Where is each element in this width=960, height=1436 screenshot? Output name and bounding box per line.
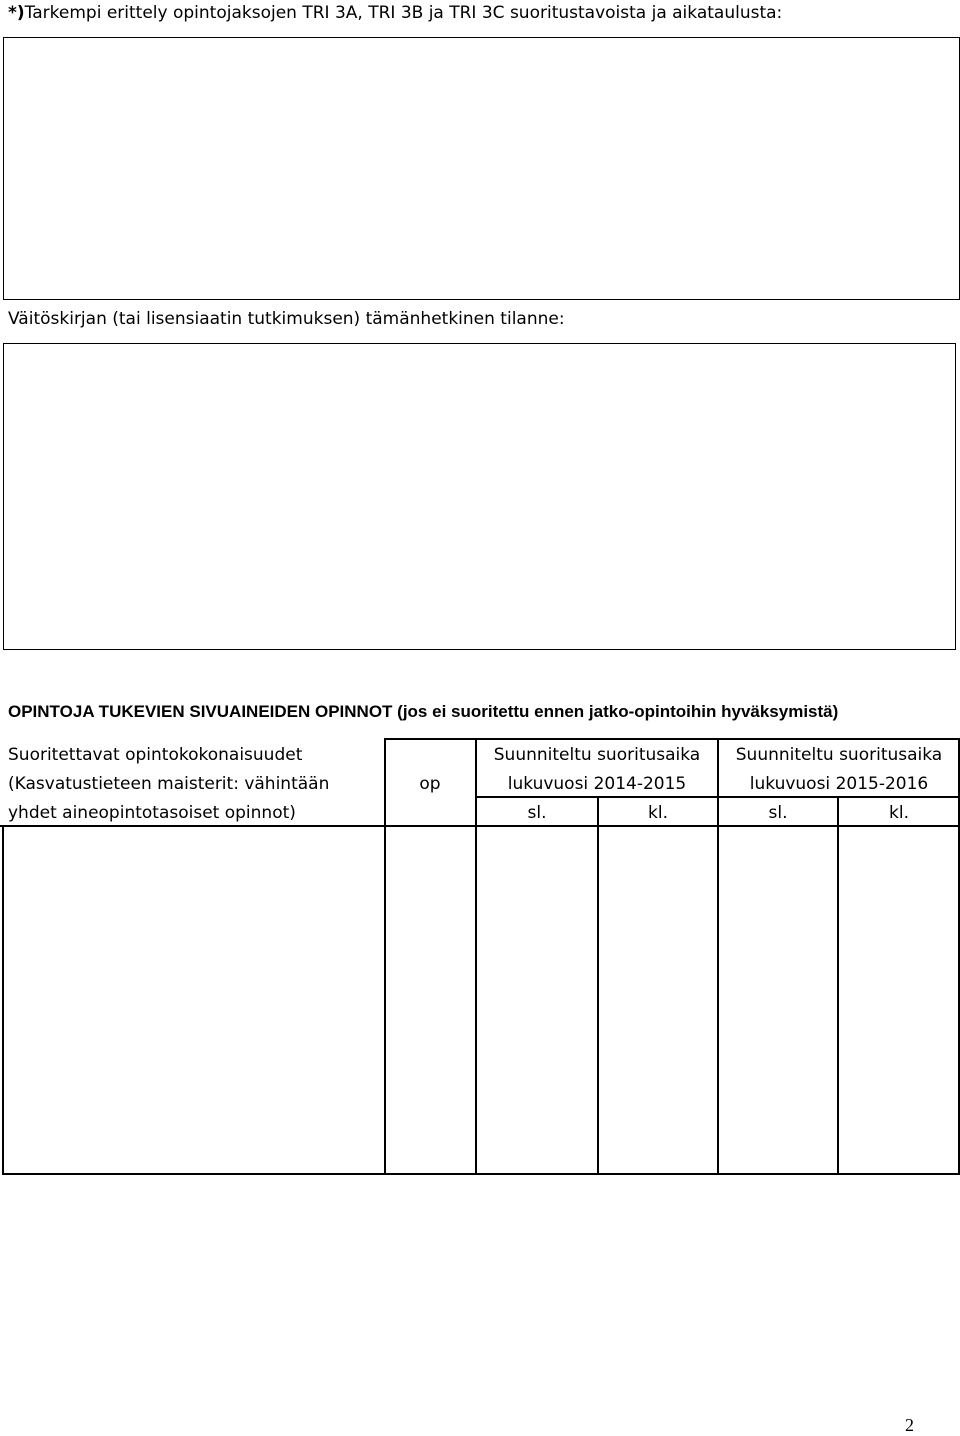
table-divider — [2, 1173, 960, 1175]
thesis-status-textbox[interactable] — [3, 343, 956, 650]
period1-header-line1: Suunniteltu suoritusaika — [493, 745, 701, 765]
table-divider — [958, 738, 960, 1175]
table-divider — [475, 796, 960, 798]
period2-autumn-cell[interactable] — [719, 827, 837, 1173]
period2-header-line2: lukuvuosi 2015-2016 — [749, 774, 929, 794]
period2-spring-cell[interactable] — [839, 827, 958, 1173]
table-divider — [384, 738, 960, 740]
period1-autumn-header: sl. — [527, 803, 547, 823]
period2-spring-header: kl. — [889, 803, 909, 823]
col1-header-line3: yhdet aineopintotasoiset opinnot) — [8, 803, 296, 823]
section1-label — [8, 5, 782, 22]
period2-autumn-header: sl. — [768, 803, 788, 823]
period1-autumn-cell[interactable] — [477, 827, 597, 1173]
op-input-cell[interactable] — [386, 827, 475, 1173]
studies-input-cell[interactable] — [4, 827, 384, 1173]
page-number: 2 — [905, 1415, 914, 1435]
period1-spring-header: kl. — [648, 803, 668, 823]
tri-details-textbox[interactable] — [3, 37, 960, 300]
section1-label-text: Tarkempi erittely opintojaksojen TRI 3A, TRI 3B ja TRI 3C suoritustavoista ja aikataulusta: — [24, 3, 783, 23]
period2-header-line1: Suunniteltu suoritusaika — [735, 745, 943, 765]
period1-header-line2: lukuvuosi 2014-2015 — [507, 774, 687, 794]
col1-header-line2: (Kasvatustieteen maisterit: vähintään — [8, 774, 330, 794]
op-header: op — [419, 774, 441, 794]
minor-studies-heading: OPINTOJA TUKEVIEN SIVUAINEIDEN OPINNOT (jos ei suoritettu ennen jatko-opintoihin hyväksymistä) — [8, 702, 839, 721]
col1-header-line1: Suoritettavat opintokokonaisuudet — [8, 745, 303, 765]
thesis-status-label: Väitöskirjan (tai lisensiaatin tutkimuksen) tämänhetkinen tilanne: — [8, 309, 565, 329]
period1-spring-cell[interactable] — [599, 827, 717, 1173]
asterisk-marker: *) — [8, 3, 25, 23]
